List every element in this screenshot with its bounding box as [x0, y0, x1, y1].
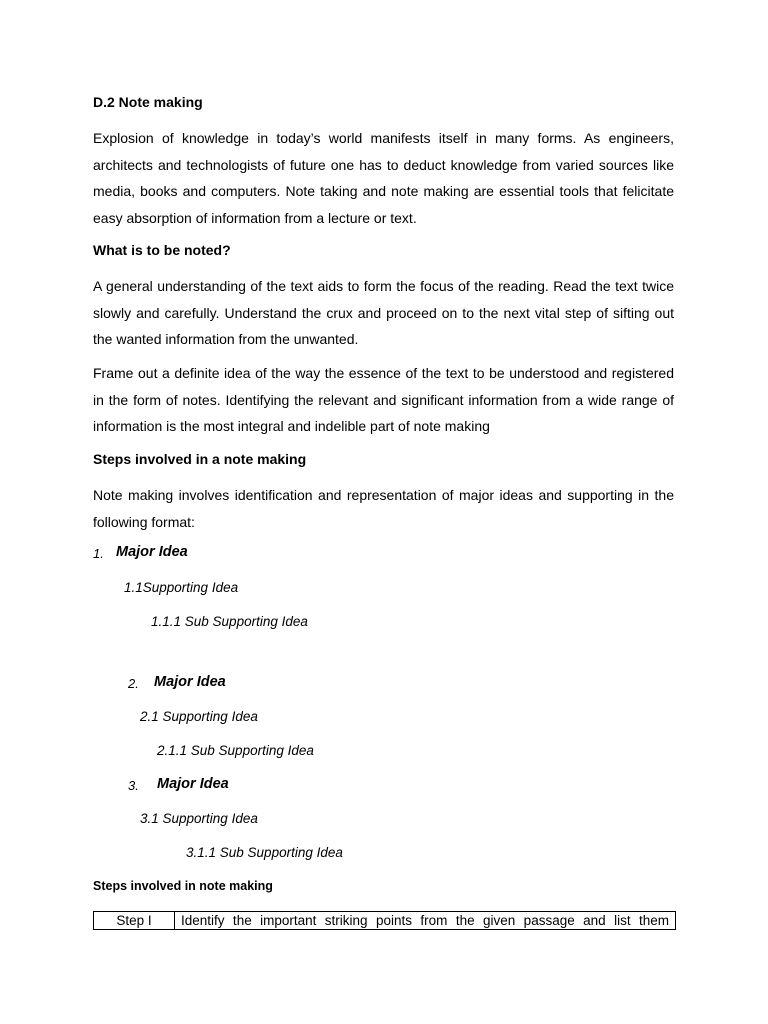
intro-paragraph: Explosion of knowledge in today’s world manifests itself in many forms. As engineers, architects and technologists of future one has to deduct knowledge from varied sources like media, books and computers. Note taking and note making are essential tools that felicitate easy absorption of information from a lecture or text.	[93, 130, 674, 226]
outline-number-2: 2.	[128, 676, 139, 691]
steps-heading: Steps involved in a note making	[93, 451, 307, 467]
sub-supporting-idea-3: 3.1.1 Sub Supporting Idea	[186, 845, 343, 860]
step-label-cell: Step I	[94, 912, 175, 930]
major-idea-1: Major Idea	[116, 544, 188, 560]
steps-table	[93, 911, 676, 930]
sub-supporting-idea-2: 2.1.1 Sub Supporting Idea	[157, 743, 314, 758]
major-idea-2: Major Idea	[154, 674, 226, 690]
step-description-cell: Identify the important striking points from the given passage and list them	[175, 912, 676, 930]
steps-intro-paragraph: Note making involves identification and representation of major ideas and supporting in the following format:	[93, 487, 674, 530]
what-noted-paragraph-2: Frame out a definite idea of the way the essence of the text to be understood and registered in the form of notes. Identifying the relevant and significant information from a wide range of information is the most integral and indelible part of note making	[93, 365, 674, 434]
major-idea-3: Major Idea	[157, 776, 229, 792]
section-title: D.2 Note making	[93, 94, 203, 110]
supporting-idea-2: 2.1 Supporting Idea	[140, 709, 258, 724]
supporting-idea-3: 3.1 Supporting Idea	[140, 811, 258, 826]
table-row	[94, 912, 676, 930]
supporting-idea-1: 1.1Supporting Idea	[124, 580, 239, 595]
outline-number-1: 1.	[93, 546, 104, 561]
what-noted-paragraph-1: A general understanding of the text aids to form the focus of the reading. Read the text twice slowly and carefully. Understand the crux and proceed on to the next vital step of sifting out the wanted information from the unwanted.	[93, 278, 674, 347]
sub-supporting-idea-1: 1.1.1 Sub Supporting Idea	[151, 614, 308, 629]
steps-table-heading: Steps involved in note making	[93, 879, 273, 893]
outline-number-3: 3.	[128, 778, 139, 793]
what-noted-heading: What is to be noted?	[93, 242, 231, 258]
